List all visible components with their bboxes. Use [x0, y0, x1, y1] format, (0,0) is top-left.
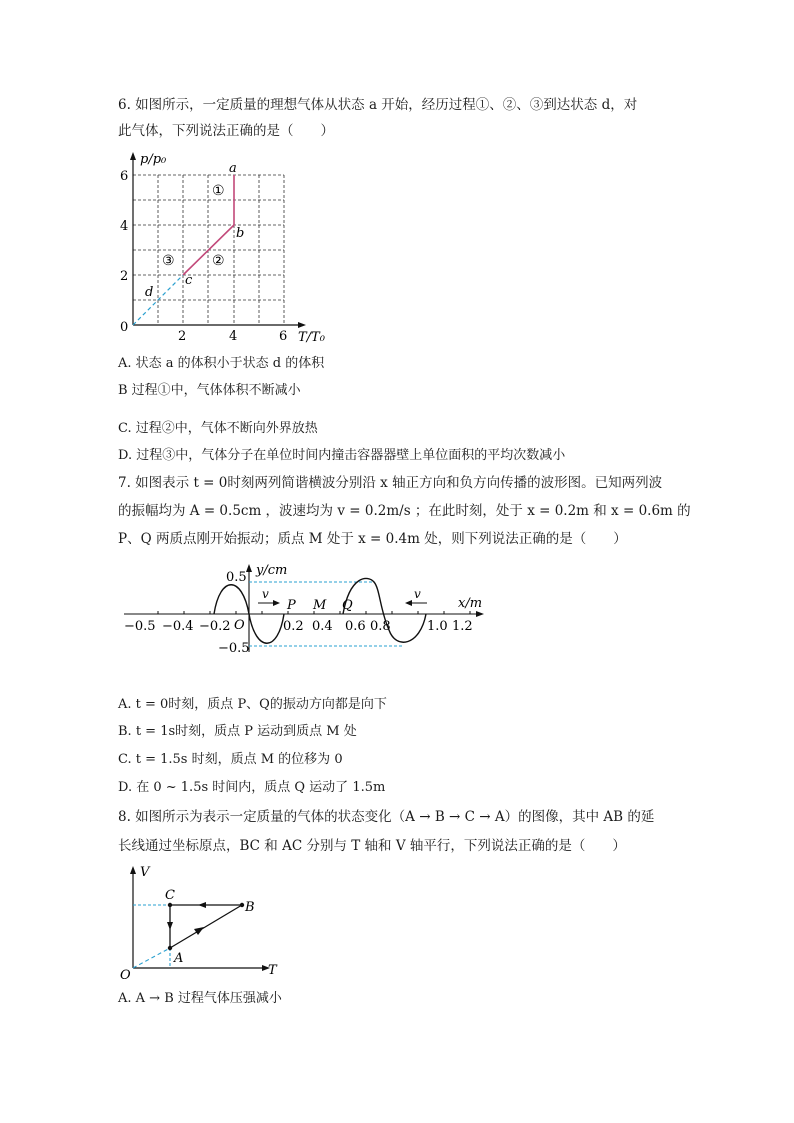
q7-x-tick-08: 0.8	[370, 619, 391, 634]
q6-x-tick-4: 4	[229, 329, 238, 344]
q7-y-neg-label: −0.5	[218, 641, 250, 656]
q8-point-a-dot	[168, 946, 172, 950]
q8-dashed-origin-to-a	[133, 948, 170, 968]
q6-point-b: b	[236, 226, 245, 241]
q8-stem-line1: 8. 如图所示为表示一定质量的气体的状态变化（A → B → C → A）的图像，其中 AB 的延	[118, 809, 655, 825]
q7-x-tick-neg04: −0.4	[162, 619, 194, 634]
q7-origin: O	[234, 618, 245, 633]
q6-y-tick-6: 6	[120, 169, 129, 184]
q8-stem-line2: 长线通过坐标原点，BC 和 AC 分别与 T 轴和 V 轴平行，下列说法正确的是（ ）	[118, 838, 626, 854]
q7-y-pos-label: 0.5	[226, 570, 247, 585]
q6-x-label: T/T₀	[298, 330, 325, 345]
q6-x-axis-arrow-icon	[298, 322, 306, 328]
q6-y-label: p/p₀	[140, 152, 167, 167]
q8-point-c: C	[165, 888, 175, 903]
q7-x-tick-06: 0.6	[345, 619, 366, 634]
q8-arrow-ab-icon	[194, 927, 204, 935]
q8-figure	[115, 862, 290, 982]
q7-option-b: B. t = 1s时刻，质点 P 运动到质点 M 处	[118, 724, 357, 739]
q7-point-p: P	[287, 598, 296, 613]
q8-point-b-dot	[240, 903, 244, 907]
q7-velocity-left-arrow-icon	[405, 600, 412, 606]
q7-x-tick-10: 1.0	[427, 619, 448, 634]
q7-x-tick-12: 1.2	[452, 619, 473, 634]
q7-velocity-right-arrow-icon	[273, 600, 280, 606]
q7-v-right-label: v	[414, 587, 421, 601]
q6-option-c: C. 过程②中，气体不断向外界放热	[118, 421, 318, 436]
q6-option-a: A. 状态 a 的体积小于状态 d 的体积	[118, 356, 325, 371]
q6-x-tick-6: 6	[279, 329, 288, 344]
q7-figure	[118, 558, 488, 658]
q7-x-tick-02: 0.2	[283, 619, 304, 634]
q8-y-axis-arrow-icon	[130, 866, 136, 874]
q7-stem-line1: 7. 如图表示 t = 0时刻两列简谐横波分别沿 x 轴正方向和负方向传播的波形图。已知两列波	[118, 475, 663, 491]
q6-figure	[110, 150, 350, 350]
q7-y-label: y/cm	[256, 563, 288, 578]
q6-y-tick-2: 2	[120, 269, 129, 284]
q8-point-c-dot	[168, 903, 172, 907]
q6-process-1: ①	[212, 183, 225, 199]
q6-origin: 0	[120, 320, 129, 335]
q8-x-label: T	[268, 963, 277, 978]
q6-point-c: c	[185, 273, 193, 288]
q7-point-q: Q	[342, 598, 353, 613]
q8-y-label: V	[140, 865, 150, 880]
q8-path-ab	[170, 905, 242, 948]
q7-option-c: C. t = 1.5s 时刻，质点 M 的位移为 0	[118, 752, 343, 767]
q6-option-d: D. 过程③中，气体分子在单位时间内撞击容器器壁上单位面积的平均次数减小	[118, 448, 566, 463]
q7-stem-line3: P、Q 两质点刚开始振动；质点 M 处于 x = 0.4m 处，则下列说法正确的是（ ）	[118, 531, 627, 547]
q8-option-a: A. A → B 过程气体压强减小	[118, 991, 282, 1006]
q7-x-tick-neg05: −0.5	[124, 619, 156, 634]
q6-point-a: a	[229, 161, 237, 176]
q8-origin: O	[120, 968, 131, 983]
q7-option-d: D. 在 0 ~ 1.5s 时间内，质点 Q 运动了 1.5m	[118, 780, 386, 795]
q7-x-axis-arrow-icon	[476, 611, 484, 617]
q8-arrow-ca-icon	[167, 922, 173, 930]
q8-arrow-bc-icon	[198, 902, 206, 908]
q7-point-m: M	[313, 598, 327, 613]
q6-y-axis-arrow-icon	[130, 152, 136, 160]
q6-y-tick-4: 4	[120, 219, 129, 234]
q7-v-left-label: v	[262, 587, 269, 601]
q7-stem-line2: 的振幅均为 A = 0.5cm ，波速均为 v = 0.2m/s ；在此时刻，处于 x = 0.2m 和 x = 0.6m 的	[118, 503, 691, 519]
q7-y-axis-arrow-icon	[246, 564, 252, 572]
q7-option-a: A. t = 0时刻，质点 P、Q的振动方向都是向下	[118, 697, 387, 712]
q7-x-tick-04: 0.4	[312, 619, 333, 634]
q8-point-b: B	[245, 900, 255, 915]
q6-option-b: B 过程①中，气体体积不断减小	[118, 383, 301, 398]
q6-x-tick-2: 2	[178, 329, 187, 344]
q6-point-d: d	[145, 285, 154, 300]
q6-process-3: ③	[162, 253, 175, 269]
q8-point-a: A	[174, 951, 184, 966]
q6-stem-line1: 6. 如图所示，一定质量的理想气体从状态 a 开始，经历过程①、②、③到达状态 d，对	[118, 97, 638, 113]
q6-stem-line2: 此气体，下列说法正确的是（ ）	[118, 123, 334, 139]
q6-process-2: ②	[212, 253, 225, 269]
q7-x-label: x/m	[458, 596, 483, 611]
q7-x-tick-neg02: −0.2	[199, 619, 231, 634]
